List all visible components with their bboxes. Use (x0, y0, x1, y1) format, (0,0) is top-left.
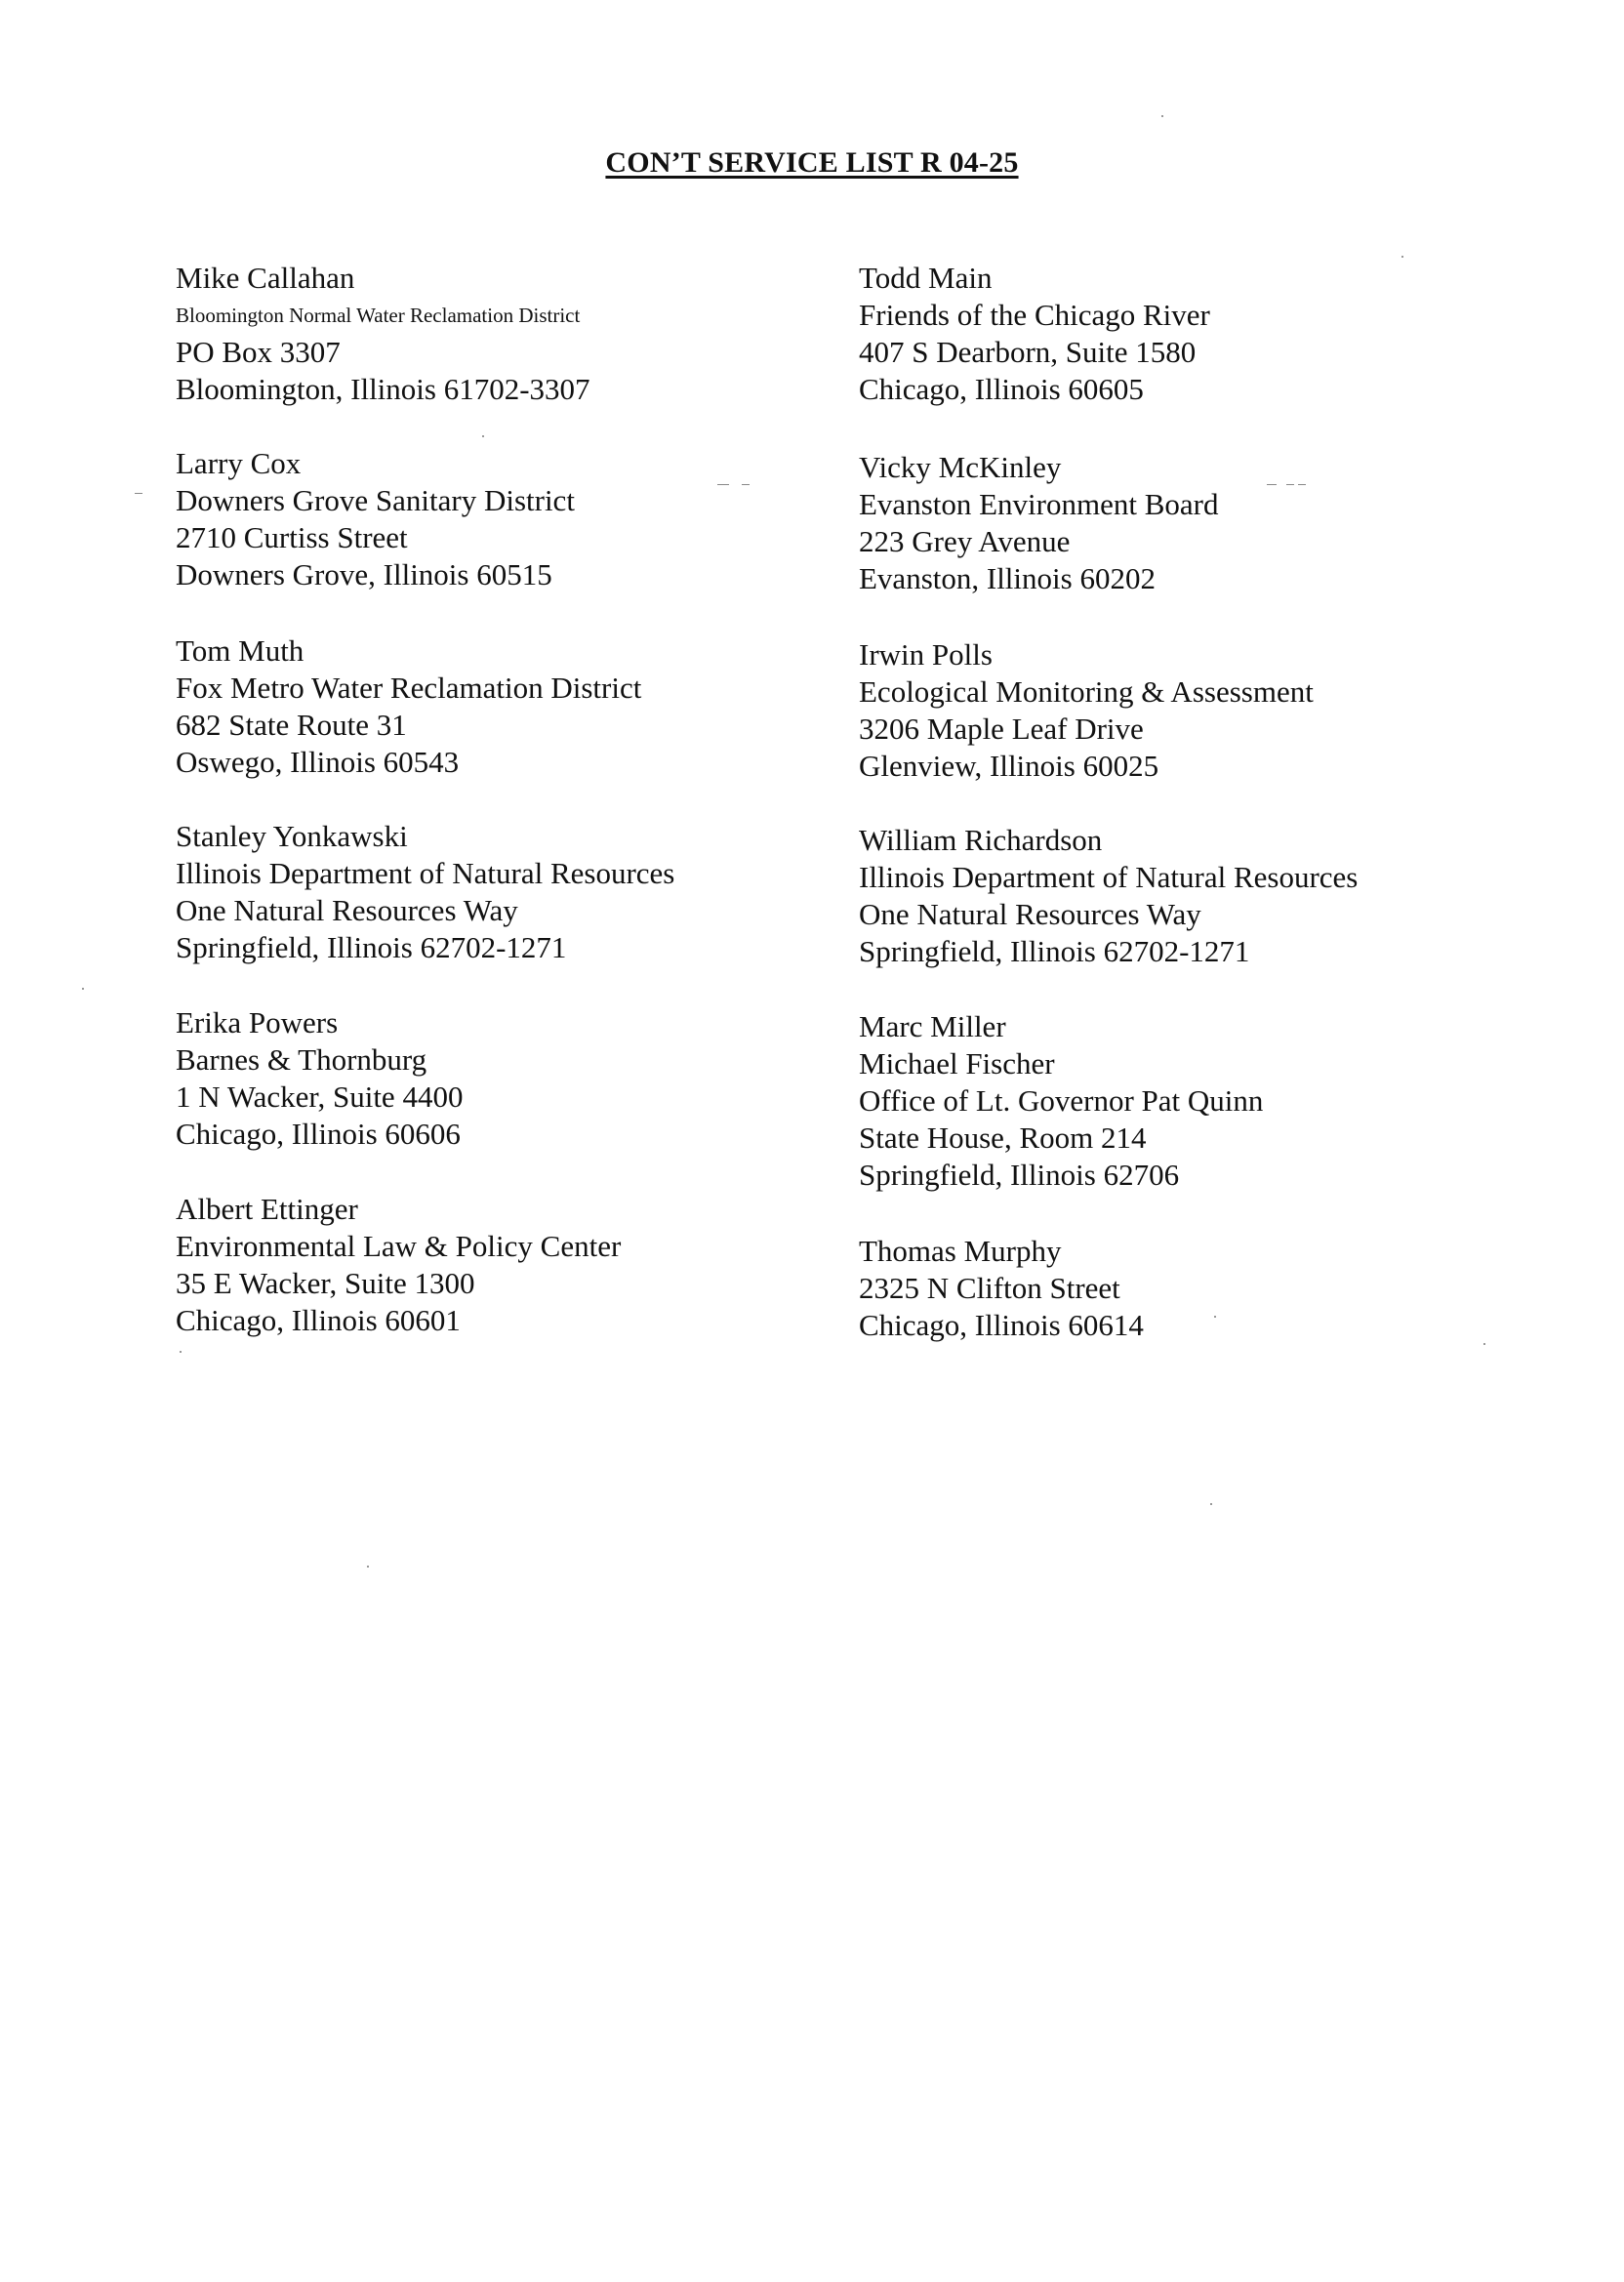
scan-speck (1210, 1503, 1212, 1505)
contact-city: Glenview, Illinois 60025 (859, 749, 1159, 783)
contact-city: Springfield, Illinois 62702-1271 (859, 934, 1250, 968)
contact-name: Erika Powers (176, 1005, 339, 1039)
contact-organization: Barnes & Thornburg (176, 1042, 427, 1077)
contact-name: Larry Cox (176, 446, 302, 480)
contact-address: One Natural Resources Way (176, 893, 518, 927)
contact-entry-polls (859, 636, 1562, 785)
contact-address: 2325 N Clifton Street (859, 1271, 1120, 1305)
scan-dash (1298, 484, 1306, 485)
contact-entry-muth (176, 632, 878, 781)
contact-organization: Environmental Law & Policy Center (176, 1229, 622, 1263)
contact-organization: Downers Grove Sanitary District (176, 483, 575, 517)
contact-organization: Evanston Environment Board (859, 487, 1219, 521)
contact-name: Todd Main (859, 261, 993, 295)
contact-entry-cox (176, 445, 878, 593)
contact-city: Chicago, Illinois 60606 (176, 1117, 461, 1151)
scan-dash (1286, 484, 1294, 485)
contact-city: Chicago, Illinois 60614 (859, 1308, 1144, 1342)
contact-name: Albert Ettinger (176, 1192, 358, 1226)
contact-entry-murphy (859, 1233, 1562, 1344)
contact-address: One Natural Resources Way (859, 897, 1201, 931)
scan-dash (742, 484, 750, 485)
contact-city: Oswego, Illinois 60543 (176, 745, 460, 779)
contact-address: 682 State Route 31 (176, 708, 407, 742)
contact-name: Mike Callahan (176, 261, 355, 295)
contact-entry-powers (176, 1004, 878, 1153)
contact-address: 3206 Maple Leaf Drive (859, 712, 1144, 746)
contact-entry-main (859, 260, 1562, 408)
scan-dash (717, 484, 729, 485)
contact-address: 407 S Dearborn, Suite 1580 (859, 335, 1197, 369)
contact-address: 35 E Wacker, Suite 1300 (176, 1266, 475, 1300)
contact-name-secondary: Michael Fischer (859, 1046, 1055, 1080)
contact-entry-miller-fischer (859, 1008, 1562, 1194)
scan-speck (180, 1351, 182, 1353)
contact-city: Springfield, Illinois 62702-1271 (176, 930, 567, 964)
contact-city: Chicago, Illinois 60605 (859, 372, 1144, 406)
scan-dash (1267, 484, 1277, 485)
contact-entry-callahan (176, 260, 878, 408)
contact-entry-ettinger (176, 1191, 878, 1339)
scan-speck (367, 1566, 369, 1568)
contact-city: Bloomington, Illinois 61702-3307 (176, 372, 590, 406)
scan-speck (1401, 256, 1403, 258)
contact-organization: Ecological Monitoring & Assessment (859, 674, 1314, 709)
contact-name: William Richardson (859, 823, 1103, 857)
contact-address: 1 N Wacker, Suite 4400 (176, 1080, 464, 1114)
scan-speck (482, 435, 484, 437)
scan-dash (135, 493, 142, 494)
contact-organization: Fox Metro Water Reclamation District (176, 671, 642, 705)
contact-organization: Illinois Department of Natural Resources (176, 856, 675, 890)
contact-organization: Bloomington Normal Water Reclamation District (176, 304, 581, 327)
contact-organization: Friends of the Chicago River (859, 298, 1210, 332)
contact-organization: Illinois Department of Natural Resources (859, 860, 1359, 894)
contact-entry-yonkawski (176, 818, 878, 966)
scan-speck (82, 988, 84, 990)
scan-speck (1161, 115, 1163, 117)
contact-city: Springfield, Illinois 62706 (859, 1158, 1180, 1192)
contact-name: Tom Muth (176, 633, 304, 668)
contact-address: 2710 Curtiss Street (176, 520, 408, 554)
contact-entry-mckinley (859, 449, 1562, 597)
contact-address: PO Box 3307 (176, 335, 341, 369)
scan-speck (1214, 1316, 1216, 1318)
contact-organization: Office of Lt. Governor Pat Quinn (859, 1083, 1264, 1118)
contact-name: Thomas Murphy (859, 1234, 1062, 1268)
contact-city: Evanston, Illinois 60202 (859, 561, 1156, 595)
scan-speck (1483, 1343, 1485, 1345)
contact-name: Irwin Polls (859, 637, 993, 672)
contact-name: Vicky McKinley (859, 450, 1062, 484)
contact-name: Marc Miller (859, 1009, 1006, 1043)
contact-name: Stanley Yonkawski (176, 819, 408, 853)
contact-city: Downers Grove, Illinois 60515 (176, 557, 552, 591)
contact-address: 223 Grey Avenue (859, 524, 1071, 558)
page-title: CON’T SERVICE LIST R 04-25 (605, 146, 1019, 179)
contact-entry-richardson (859, 822, 1562, 970)
contact-city: Chicago, Illinois 60601 (176, 1303, 461, 1337)
contact-address: State House, Room 214 (859, 1121, 1147, 1155)
